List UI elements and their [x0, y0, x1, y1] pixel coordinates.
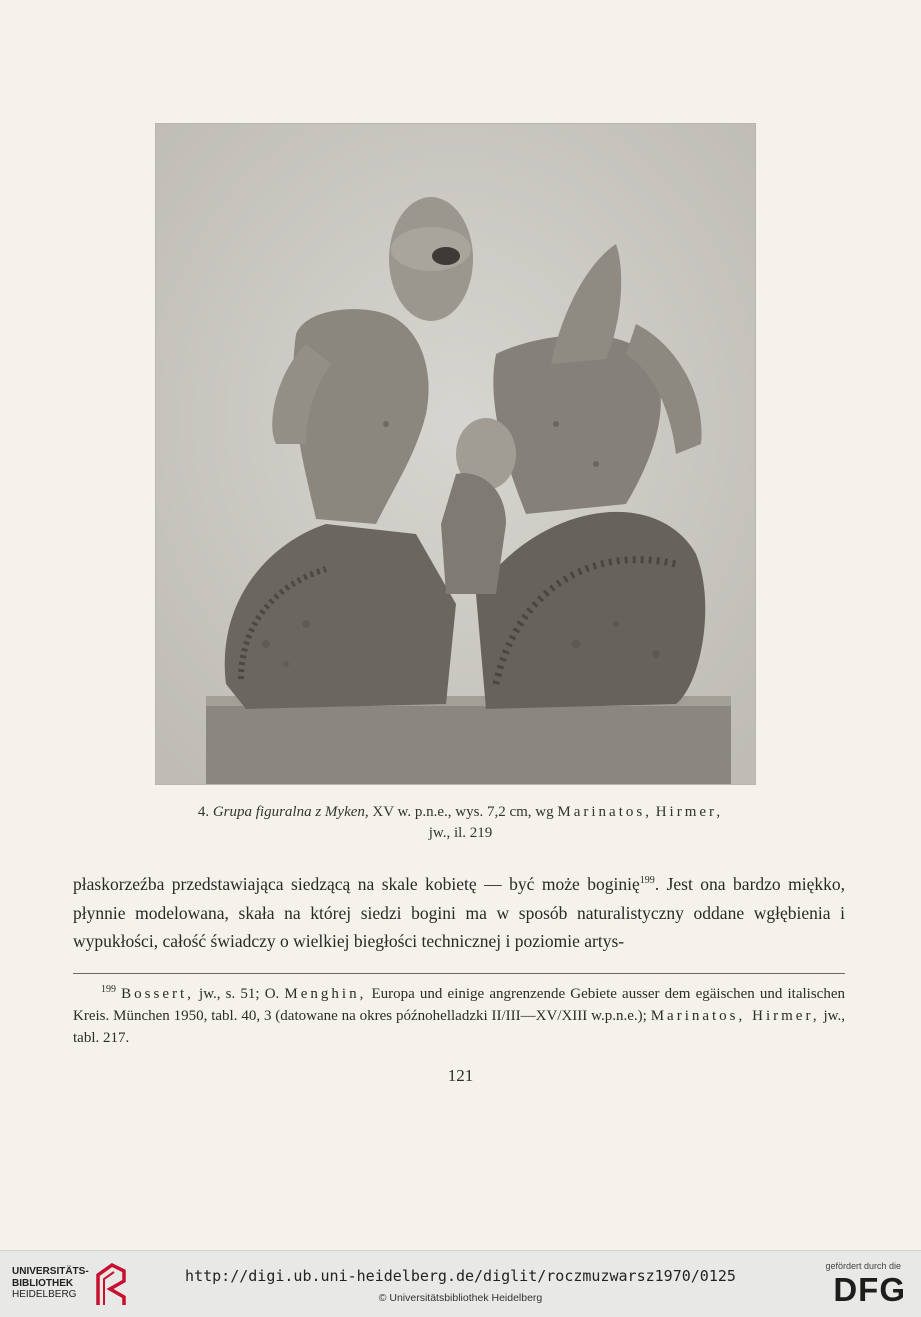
page-number: 121 — [447, 1066, 474, 1085]
library-name-line1: UNIVERSITÄTS- — [12, 1266, 89, 1277]
footnote-part1: jw., s. 51; O. — [193, 986, 285, 1002]
footnote-author-bossert: Bossert, — [121, 986, 194, 1002]
footnote-author-menghin: Menghin, — [284, 986, 367, 1002]
digitization-footer — [0, 1250, 921, 1317]
funded-by-label: gefördert durch die — [825, 1261, 901, 1271]
body-text-start: płaskorzeźba przedstawiająca siedzącą na skale kobietę — być może boginię — [73, 874, 640, 894]
caption-number: 4. — [197, 804, 210, 820]
caption-reference: jw., il. 219 — [428, 825, 493, 841]
library-name-line2: BIBLIOTHEK — [12, 1277, 74, 1289]
footnote-part2: Europa und einige angrenzende Gebiete ausser dem egäischen und italischen Kreis. München 1950, tabl. 40, 3 (datowane na okres późnohelladzki II/III—XV/XIII w.p.n.e.); — [73, 986, 845, 1024]
copyright-notice: © Universitätsbibliothek Heidelberg — [378, 1292, 543, 1304]
figurine-group-image — [156, 124, 755, 784]
body-text-end: . Jest ona bardzo miękko, płynnie modelowana, skała na której siedzi bogini ma w sposób naturalistyczny oddane wgłębienia i wypukłości, całość świadczy o wielkiej biegłości technicznej i poziomie artys- — [73, 874, 845, 951]
footnote-author-marinatos-hirmer: Marinatos, Hirmer, — [650, 1008, 820, 1024]
footnote-reference: 199 — [639, 875, 655, 887]
dfg-logo: DFG — [833, 1271, 906, 1308]
footnote-divider — [73, 973, 845, 974]
permalink-url[interactable]: http://digi.ub.uni-heidelberg.de/diglit/roczmuzwarsz1970/0125 — [185, 1267, 736, 1285]
caption-author-marinatos: Marinatos, — [557, 804, 652, 820]
body-paragraph — [73, 870, 845, 956]
figure-caption — [120, 802, 801, 844]
caption-details: XV w. p.n.e., wys. 7,2 cm, wg — [368, 804, 558, 820]
figure-photo — [155, 123, 756, 785]
footnote — [73, 983, 845, 1049]
caption-title: Grupa figuralna z Myken, — [212, 804, 369, 820]
footnote-number: 199 — [101, 984, 116, 995]
library-name-line3: HEIDELBERG — [12, 1289, 77, 1300]
caption-author-hirmer: Hirmer, — [655, 804, 724, 820]
footnote-part3: jw., tabl. 217. — [73, 1008, 845, 1046]
